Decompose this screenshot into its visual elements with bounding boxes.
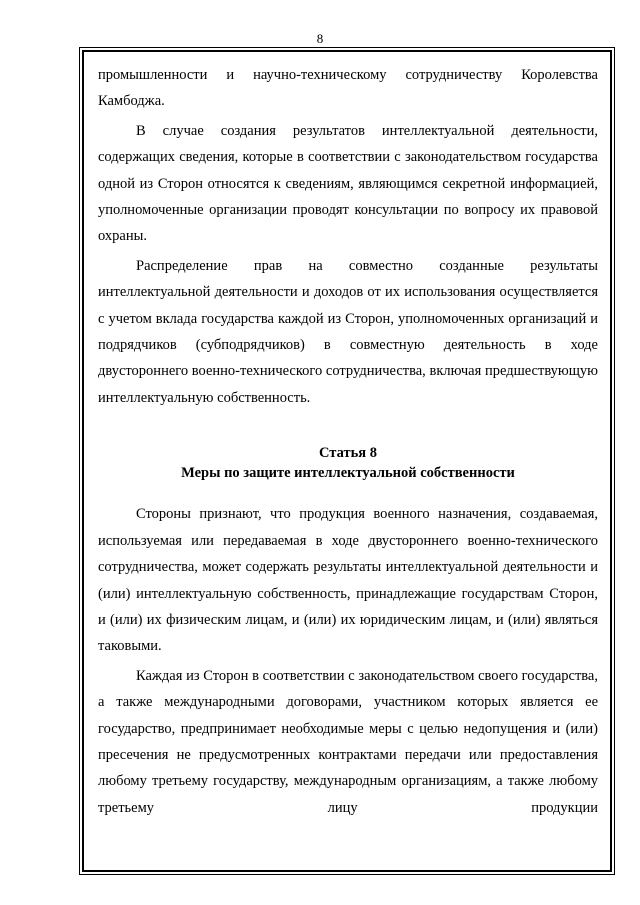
page-number: 8 <box>316 31 324 46</box>
paragraph-rights-distribution: Распределение прав на совместно созданные результаты интеллектуальной деятельности и доходов от их использования осуществляется с учетом вклада государства каждой из Сторон, уполномоченных организаций и подрядчиков (субподрядчиков) в совместную деятельность в ходе двустороннего военно-технического сотрудничества, включая предшествующую интеллектуальную собственность. <box>98 257 598 406</box>
paragraph-continuation: промышленности и научно-техническому сотрудничеству Королевства Камбоджа. <box>98 67 598 110</box>
paragraph-parties-recognize: Стороны признают, что продукция военного назначения, создаваемая, используемая или передаваемая в ходе двустороннего военно-технического сотрудничества, может содержать результаты интеллектуальной деятельности и (или) интеллектуальную собственность, принадлежащие государствам Сторон, и (или) их физическим лицам, и (или) их юридическим лицам, и (или) являться таковыми. <box>98 506 598 655</box>
article-title: Меры по защите интеллектуальной собственности <box>181 465 515 482</box>
paragraph-secret-results: В случае создания результатов интеллектуальной деятельности, содержащих сведения, которые в соответствии с законодательством государства одной из Сторон относятся к сведениям, являющимся секретной информацией, уполномоченные организации проводят консультации по вопросу их правовой охраны. <box>98 122 598 245</box>
document-body <box>98 62 598 821</box>
paragraph-protection-measures: Каждая из Сторон в соответствии с законодательством своего государства, а также международными договорами, участником которых является ее государство, предпринимает необходимые меры с целью недопущения и (или) пресечения не предусмотренных контрактами передачи или предоставления любому третьему государству, международным организациям, а также любому третьему лицу продукции <box>98 667 598 816</box>
article-number: Статья 8 <box>319 445 377 462</box>
